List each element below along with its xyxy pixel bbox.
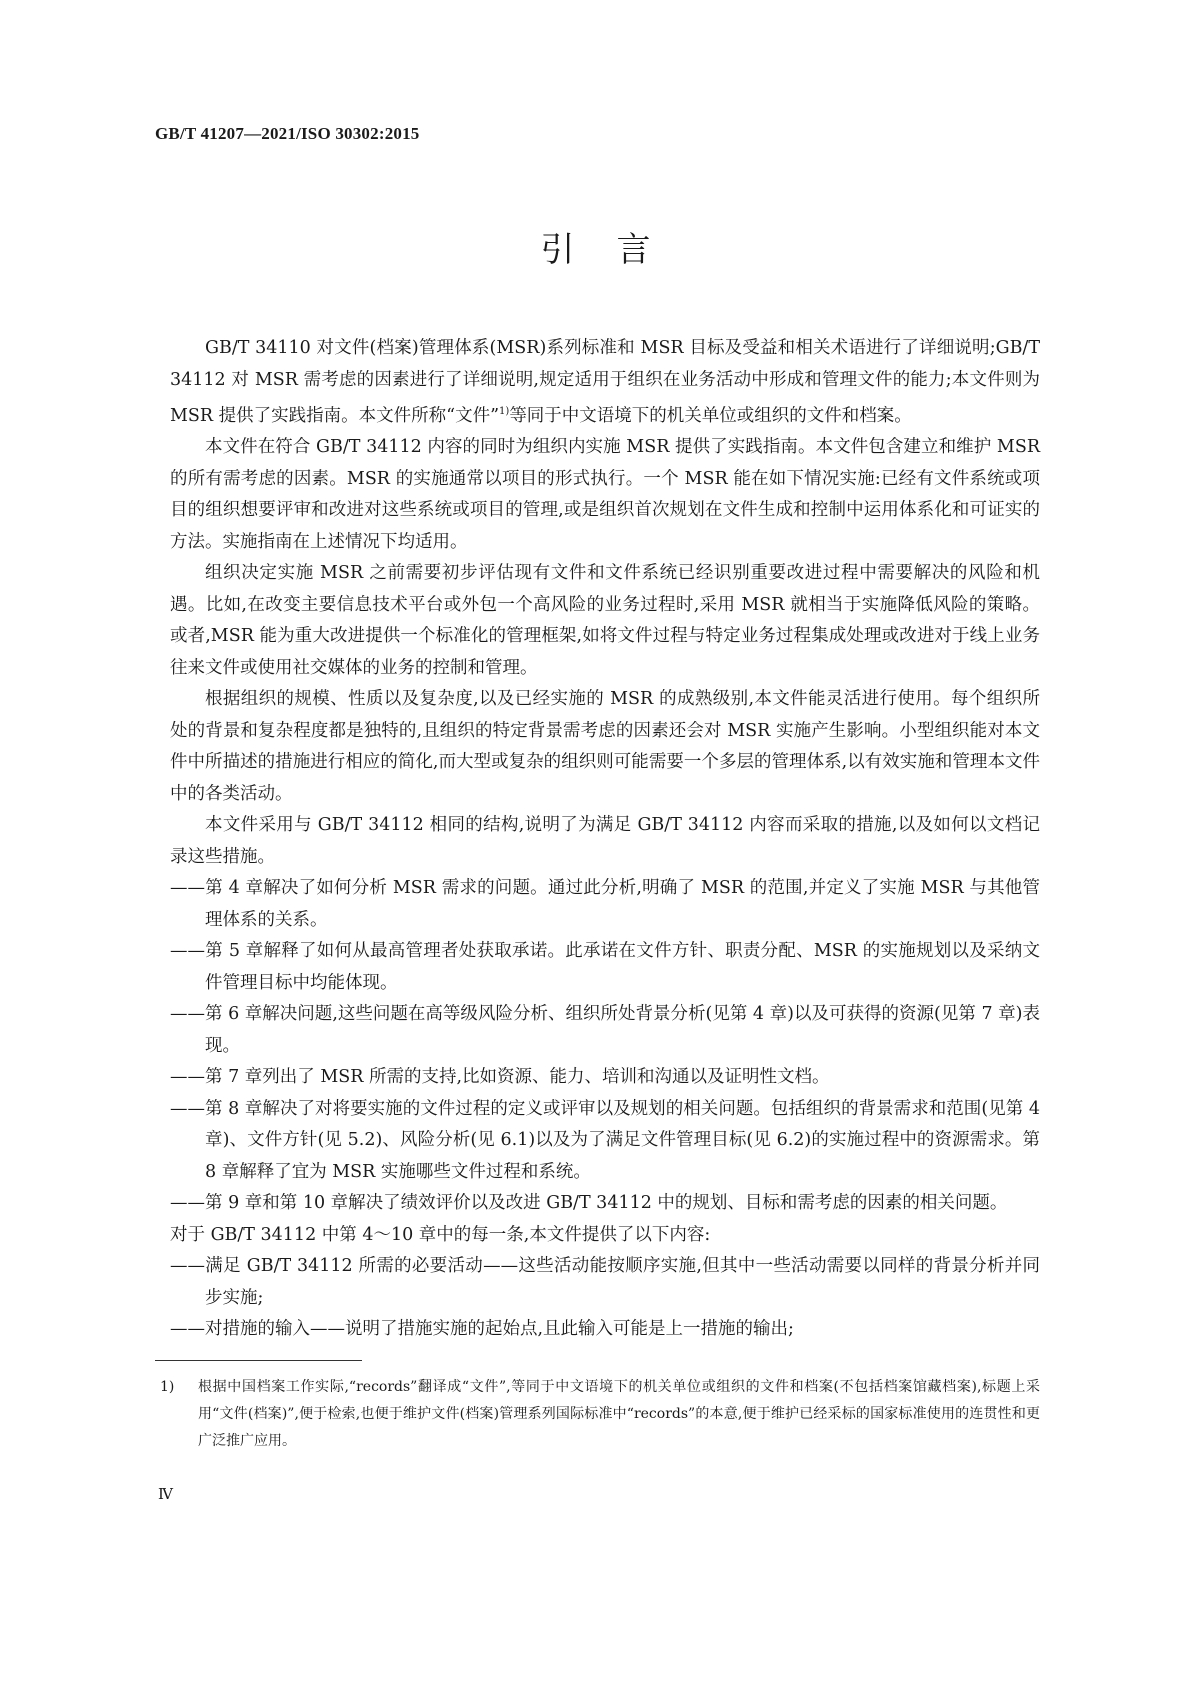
list-item: ——第 6 章解决问题,这些问题在高等级风险分析、组织所处背景分析(见第 4 章)以及可获得的资源(见第 7 章)表现。 [170, 1004, 1040, 1056]
page-title: 引言 [540, 230, 693, 270]
paragraph-5: 本文件采用与 GB/T 34112 相同的结构,说明了为满足 GB/T 34112 内容而采取的措施,以及如何以文档记录这些措施。 [170, 815, 1040, 867]
footnote-number: 1) [160, 1379, 175, 1395]
paragraph-1 [170, 333, 1040, 432]
chapter-list [170, 873, 1040, 1220]
footnotes [160, 1374, 1040, 1455]
paragraph-2: 本文件在符合 GB/T 34112 内容的同时为组织内实施 MSR 提供了实践指南。本文件包含建立和维护 MSR 的所有需考虑的因素。MSR 的实施通常以项目的形式执行。一个 MSR 能在如下情况实施:已经有文件系统或项目的组织想要评审和改进对这些系统或项目的管理,或是组织首次规划在文件生成和控制中运用体系化和可证实的方法。实施指南在上述情况下均适用。 [170, 437, 1040, 552]
list-item: ——第 7 章列出了 MSR 所需的支持,比如资源、能力、培训和沟通以及证明性文档。 [170, 1067, 830, 1088]
footnote-divider [155, 1360, 362, 1361]
footnote-text: 根据中国档案工作实际,“records”翻译成“文件”,等同于中文语境下的机关单位或组织的文件和档案(不包括档案馆藏档案),标题上采用“文件(档案)”,便于检索,也便于维护文件(档案)管理系列国际标准中“records”的本意,便于维护已经采标的国家标准使用的连贯性和更广泛推广应用。 [198, 1379, 1040, 1449]
footnote-reference[interactable]: 1) [499, 406, 510, 417]
paragraph-3: 组织决定实施 MSR 之前需要初步评估现有文件和文件系统已经识别重要改进过程中需要解决的风险和机遇。比如,在改变主要信息技术平台或外包一个高风险的业务过程时,采用 MSR 就相当于实施降低风险的策略。或者,MSR 能为重大改进提供一个标准化的管理框架,如将文件过程与特定业务过程集成处理或改进对于线上业务往来文件或使用社交媒体的业务的控制和管理。 [170, 563, 1040, 678]
list-item: ——对措施的输入——说明了措施实施的起始点,且此输入可能是上一措施的输出; [170, 1319, 794, 1340]
paragraph-1-text-a: GB/T 34110 对文件(档案)管理体系(MSR)系列标准和 MSR 目标及受益和相关术语进行了详细说明;GB/T 34112 对 MSR 需考虑的因素进行了详细说明,规定适用于组织在业务活动中形成和管理文件的能力;本文件则为 MSR 提供了实践指南。本文件所称“文件” [170, 338, 1040, 426]
content-intro: 对于 GB/T 34112 中第 4～10 章中的每一条,本文件提供了以下内容: [170, 1224, 711, 1245]
page-number: Ⅳ [158, 1485, 173, 1503]
content-list [170, 1251, 1040, 1346]
list-item: ——第 8 章解决了对将要实施的文件过程的定义或评审以及规划的相关问题。包括组织的背景需求和范围(见第 4 章)、文件方针(见 5.2)、风险分析(见 6.1)以及为了满足文件管理目标(见 6.2)的实施过程中的资源需求。第 8 章解释了宜为 MSR 实施哪些文件过程和系统。 [170, 1098, 1040, 1182]
footnote-1 [160, 1374, 1040, 1455]
paragraph-4: 根据组织的规模、性质以及复杂度,以及已经实施的 MSR 的成熟级别,本文件能灵活进行使用。每个组织所处的背景和复杂程度都是独特的,且组织的特定背景需考虑的因素还会对 MSR 实施产生影响。小型组织能对本文件中所描述的措施进行相应的简化,而大型或复杂的组织则可能需要一个多层的管理体系,以有效实施和管理本文件中的各类活动。 [170, 689, 1040, 804]
list-item: ——满足 GB/T 34112 所需的必要活动——这些活动能按顺序实施,但其中一些活动需要以同样的背景分析并同步实施; [170, 1256, 1040, 1308]
list-item: ——第 5 章解释了如何从最高管理者处获取承诺。此承诺在文件方针、职责分配、MSR 的实施规划以及采纳文件管理目标中均能体现。 [170, 941, 1040, 993]
list-item: ——第 9 章和第 10 章解决了绩效评价以及改进 GB/T 34112 中的规划、目标和需考虑的因素的相关问题。 [170, 1193, 1008, 1214]
document-body [170, 333, 1040, 1346]
list-item: ——第 4 章解决了如何分析 MSR 需求的问题。通过此分析,明确了 MSR 的范围,并定义了实施 MSR 与其他管理体系的关系。 [170, 878, 1040, 930]
paragraph-1-text-b: 等同于中文语境下的机关单位或组织的文件和档案。 [509, 405, 912, 426]
standard-number-header: GB/T 41207—2021/ISO 30302:2015 [155, 124, 420, 143]
